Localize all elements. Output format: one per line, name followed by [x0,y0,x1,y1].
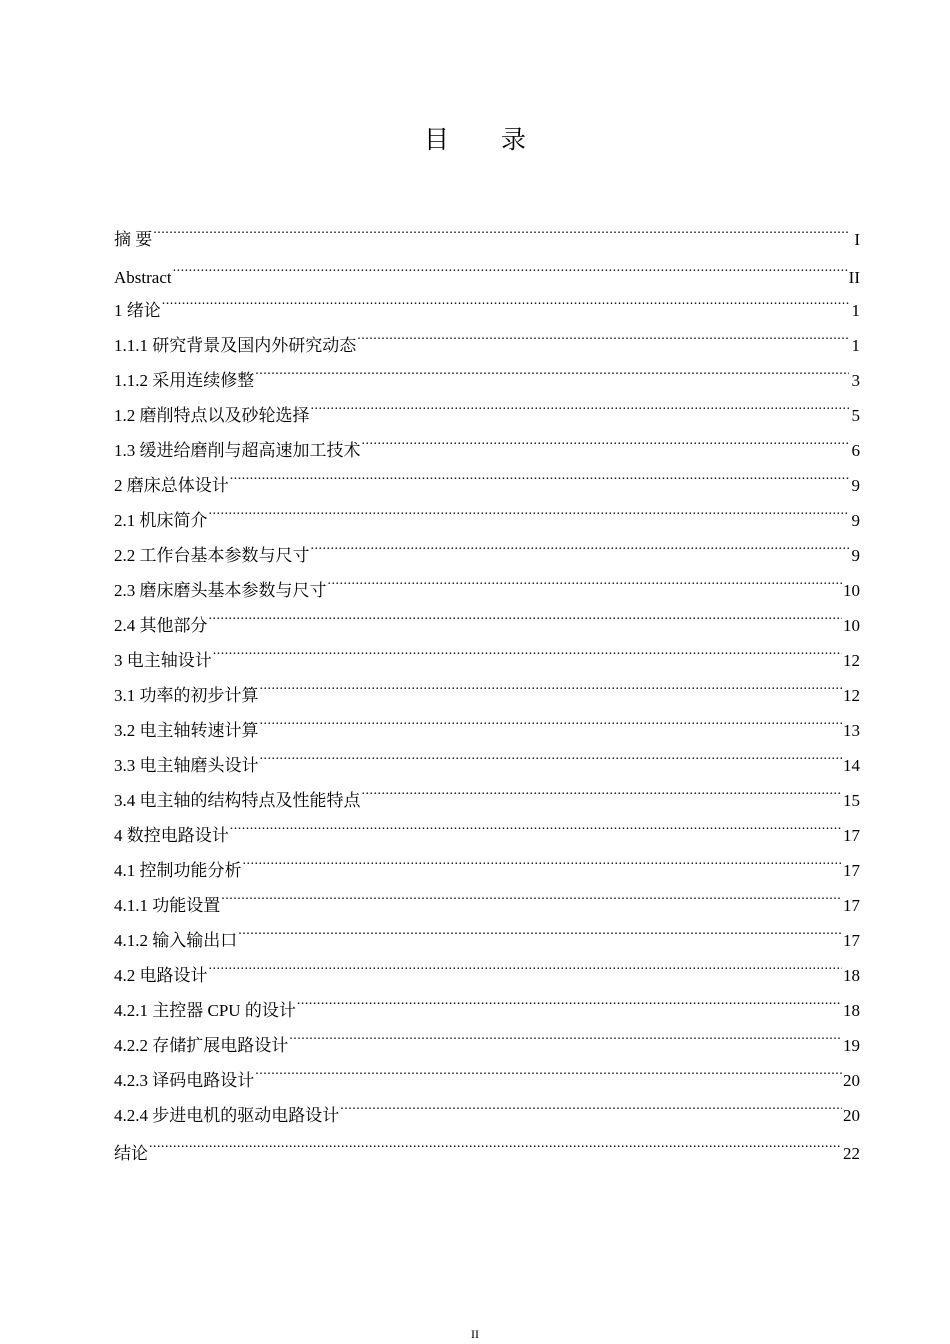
toc-entry-label: 2.2 工作台基本参数与尺寸 [114,546,310,565]
toc-entry-page: 12 [843,686,860,705]
footer-page-number: II [471,1327,479,1341]
toc-leader-dots [149,1124,842,1159]
toc-entry-page: 10 [843,581,860,600]
toc-entry-label: 4.1.2 输入输出口 [114,931,238,950]
toc-leader-dots [289,1016,842,1051]
toc-entry-label: 摘 要 [114,230,153,249]
toc-leader-dots [209,491,850,526]
toc-entry-label: 1 绪论 [114,301,161,320]
toc-leader-dots [213,631,842,666]
toc-entry-label: Abstract [114,268,172,287]
table-of-contents [114,210,860,1163]
toc-leader-dots [173,248,848,283]
toc-entry-label: 1.2 磨削特点以及砂轮选择 [114,406,310,425]
toc-entry-label: 2.1 机床简介 [114,511,208,530]
toc-entry-label: 4.2 电路设计 [114,966,208,985]
toc-entry-label: 3 电主轴设计 [114,651,212,670]
toc-entry-label: 结论 [114,1144,148,1163]
toc-leader-dots [340,1086,842,1121]
toc-entry-label: 1.1.1 研究背景及国内外研究动态 [114,336,357,355]
toc-leader-dots [243,841,843,876]
toc-leader-dots [209,596,843,631]
toc-entry-page: II [848,268,860,287]
toc-leader-dots [328,561,843,596]
toc-entry-page: 13 [843,721,860,740]
toc-entry-label: 4.2.1 主控器 CPU 的设计 [114,1001,296,1020]
toc-entry-page: 17 [843,861,860,880]
toc-entry-label: 3.2 电主轴转速计算 [114,721,259,740]
toc-entry-page: 18 [843,966,860,985]
toc-entry[interactable] [114,596,860,635]
toc-leader-dots [260,701,843,736]
toc-entry-page: 9 [851,511,860,530]
toc-leader-dots [162,281,849,316]
toc-leader-dots [260,736,843,771]
toc-entry-page: 17 [843,826,860,845]
toc-entry-page: 12 [843,651,860,670]
toc-leader-dots [362,421,850,456]
toc-leader-dots [230,806,842,841]
toc-entry[interactable] [114,248,860,287]
toc-entry-label: 3.1 功率的初步计算 [114,686,259,705]
toc-entry-page: 5 [851,406,860,425]
toc-entry-page: 10 [843,616,860,635]
toc-entry[interactable] [114,876,860,915]
toc-leader-dots [230,456,849,491]
page-title: 目 录 [424,125,548,154]
toc-entry-page: 18 [843,1001,860,1020]
toc-entry-label: 4.2.2 存储扩展电路设计 [114,1036,289,1055]
toc-entry[interactable] [114,281,860,320]
toc-entry-page: 20 [843,1071,860,1090]
toc-entry-label: 4.2.4 步进电机的驱动电路设计 [114,1106,340,1125]
toc-entry[interactable] [114,1124,860,1163]
toc-entry-label: 3.3 电主轴磨头设计 [114,756,259,775]
toc-leader-dots [255,351,849,386]
toc-entry-label: 1.1.2 采用连续修整 [114,371,255,390]
toc-leader-dots [260,666,843,701]
toc-entry-page: 15 [843,791,860,810]
toc-entry-label: 4.1 控制功能分析 [114,861,242,880]
toc-entry-label: 2.4 其他部分 [114,616,208,635]
toc-entry-page: I [854,230,860,249]
toc-entry-page: 17 [843,896,860,915]
toc-entry[interactable] [114,666,860,705]
toc-leader-dots [297,981,842,1016]
toc-entry[interactable] [114,981,860,1020]
toc-entry-page: 14 [843,756,860,775]
toc-entry-label: 4.1.1 功能设置 [114,896,221,915]
toc-entry-page: 6 [851,441,860,460]
toc-entry-label: 3.4 电主轴的结构特点及性能特点 [114,791,361,810]
toc-entry-page: 20 [843,1106,860,1125]
toc-leader-dots [357,316,849,351]
toc-leader-dots [362,771,843,806]
toc-entry-page: 1 [851,336,860,355]
toc-entry[interactable] [114,316,860,355]
toc-leader-dots [311,526,850,561]
toc-entry-label: 4 数控电路设计 [114,826,229,845]
toc-entry[interactable] [114,946,860,985]
toc-entry-page: 19 [843,1036,860,1055]
toc-entry[interactable] [114,526,860,565]
toc-entry[interactable] [114,631,860,670]
toc-leader-dots [311,386,850,421]
toc-entry-label: 2.3 磨床磨头基本参数与尺寸 [114,581,327,600]
toc-entry-page: 3 [851,371,860,390]
toc-leader-dots [255,1051,842,1086]
toc-leader-dots [209,946,843,981]
toc-entry[interactable] [114,911,860,950]
toc-entry-page: 9 [851,476,860,495]
toc-entry[interactable] [114,491,860,530]
toc-entry-page: 1 [851,301,860,320]
toc-entry-page: 9 [851,546,860,565]
toc-entry-label: 2 磨床总体设计 [114,476,229,495]
toc-entry-label: 4.2.3 译码电路设计 [114,1071,255,1090]
toc-leader-dots [221,876,842,911]
toc-entry-label: 1.3 缓进给磨削与超高速加工技术 [114,441,361,460]
toc-entry-page: 17 [843,931,860,950]
toc-entry-page: 22 [843,1144,860,1163]
toc-leader-dots [238,911,842,946]
toc-entry[interactable] [114,210,860,248]
toc-leader-dots [153,210,849,245]
